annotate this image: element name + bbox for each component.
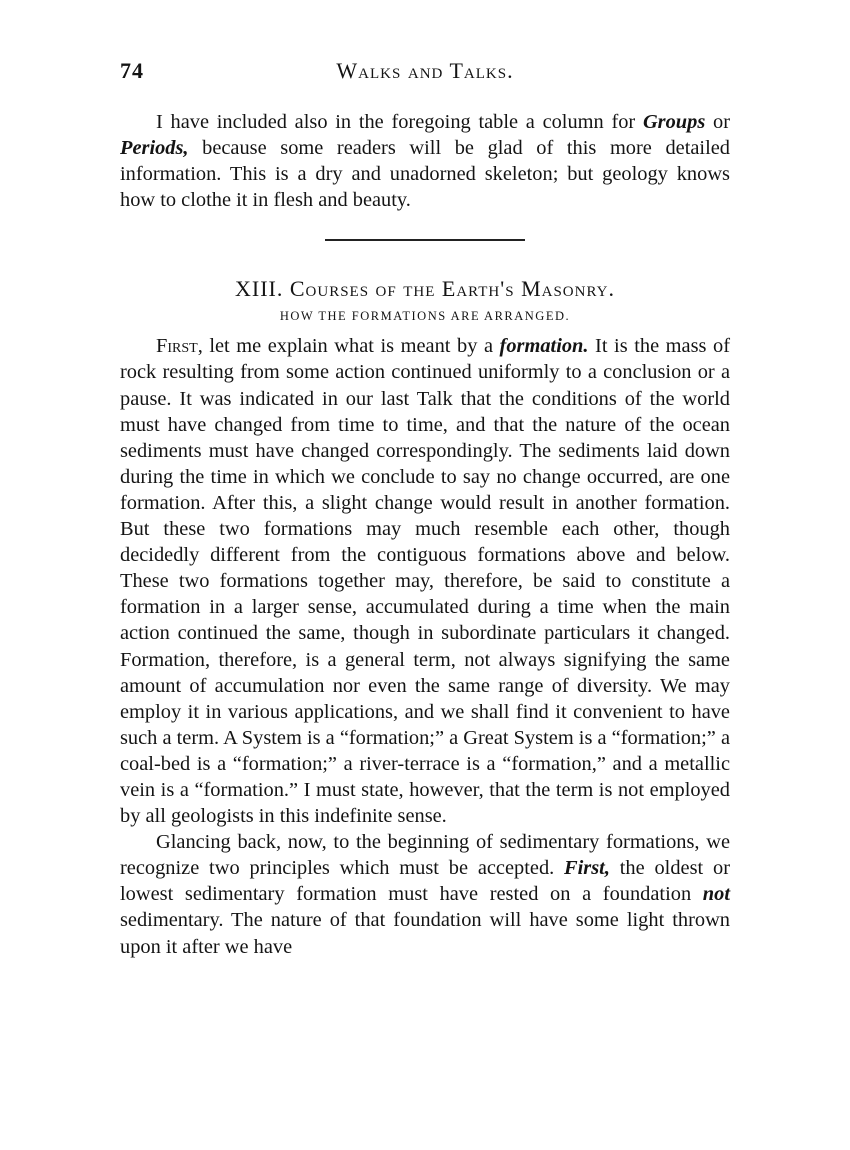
p1-formation-word: formation.	[499, 335, 589, 358]
intro-text-1: I have included also in the foregoing table a column for	[156, 111, 643, 133]
chapter-subtitle: HOW THE FORMATIONS ARE ARRANGED.	[279, 309, 571, 324]
p2-first-word: First,	[564, 857, 610, 880]
book-page	[120, 58, 730, 960]
intro-groups-word: Groups	[642, 111, 706, 133]
page-number: 74	[120, 58, 144, 83]
lead-word: First	[156, 335, 198, 358]
intro-text-3: because some readers will be glad of this more detailed information. This is a dry and unadorned skeleton; but geology knows how to clothe it in flesh and beauty.	[120, 137, 730, 212]
running-title: Walks and Talks.	[336, 58, 514, 83]
section-divider	[325, 239, 525, 241]
intro-text-2: or	[705, 111, 730, 133]
p2-text-3: sedimentary. The nature of that foundation will have some light thrown upon it after we have	[120, 909, 730, 958]
intro-periods-word: Periods,	[120, 137, 189, 160]
paragraph-principles	[120, 829, 730, 959]
chapter-title: XIII. Courses of the Earth's Masonry.	[235, 276, 615, 302]
p2-text-2: the oldest or lowest sedimentary formation must have rested on a foundation	[120, 857, 730, 906]
p2-text-1: Glancing back, now, to the beginning of sedimentary formations, we recognize two principles which must be accepted.	[120, 831, 730, 880]
intro-paragraph	[120, 109, 730, 213]
paragraph-formation-definition	[120, 333, 730, 829]
p1-text-2: It is the mass of rock resulting from some action continued uniformly to a conclusion or a pause. It was indicated in our last Talk that the conditions of the world must have changed from time to time, and that the nature of the ocean sediments must have changed correspondingly. The sediments laid down during the time in which we conclude to say no change occurred, are one formation. After this, a slight change would result in another formation. But these two formations may much resemble each other, though decidedly different from the contiguous formations above and below. These two formations together may, therefore, be said to constitute a formation in a larger sense, accumulated during a time when the main action continued the same, though in subordinate particulars it changed. Formation, therefore, is a general term, not always signifying the same amount of accumulation nor even the same range of diversity. We may employ it in various applications, and we shall find it convenient to have such a term. A System is a “formation;” a Great System is a “formation;” a coal-bed is a “formation;” a river-terrace is a “formation,” and a metallic vein is a “formation.” I must state, however, that the term is not employed by all geologists in this indefinite sense.	[120, 335, 730, 828]
p2-not-word: not	[702, 883, 730, 906]
p1-text-1: , let me explain what is meant by a	[197, 335, 500, 358]
running-head	[120, 58, 730, 92]
